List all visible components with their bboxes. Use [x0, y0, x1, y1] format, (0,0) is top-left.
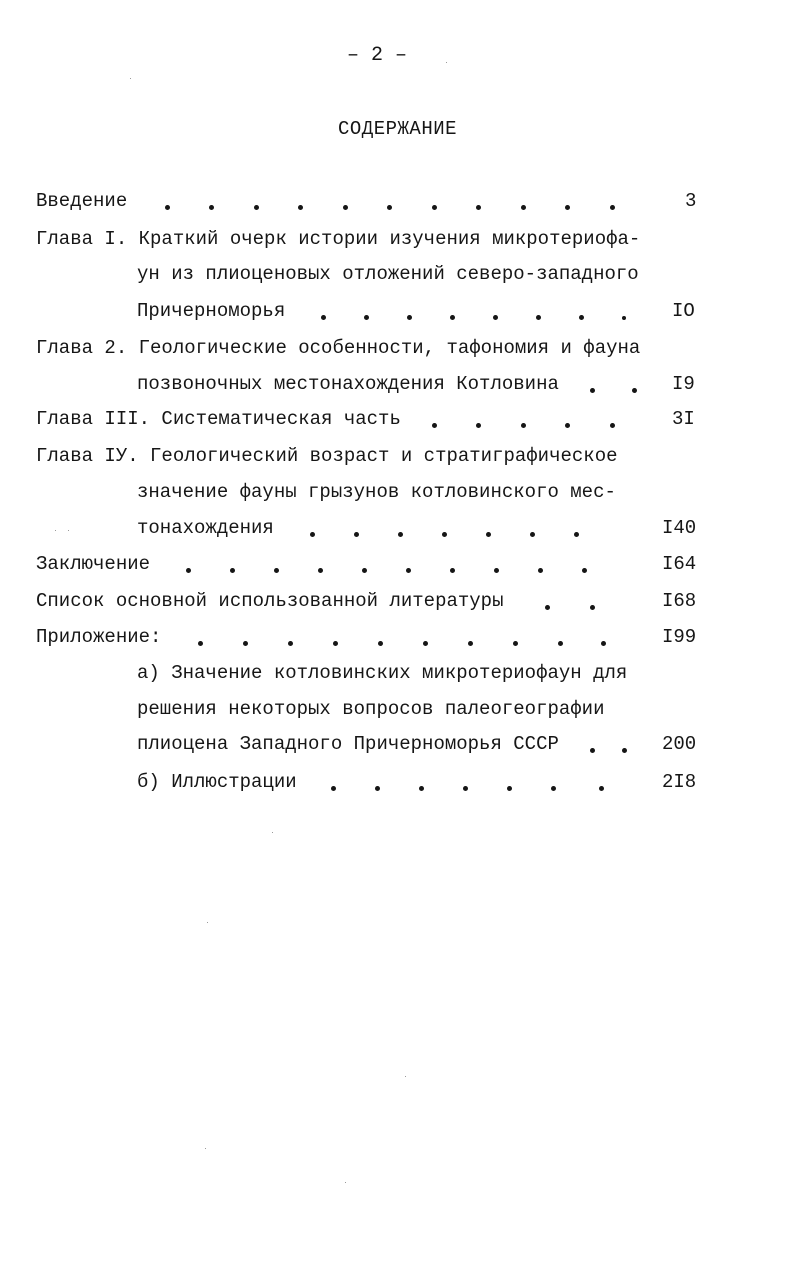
toc-page-number: IO: [672, 300, 695, 322]
toc-page-number: 3I: [672, 408, 695, 430]
toc-page-number: 200: [662, 733, 697, 755]
page-number: – 2 –: [347, 44, 408, 67]
toc-entry-title-continued: позвоночных местонахождения Котловина: [137, 373, 559, 395]
page-title: СОДЕРЖАНИЕ: [338, 118, 458, 140]
toc-entry-title: а) Значение котловинских микротериофаун для: [137, 662, 628, 684]
toc-entry-title-continued: решения некоторых вопросов палеогеографии: [137, 698, 605, 720]
toc-entry-title: Заключение: [36, 553, 151, 575]
toc-entry-title: б) Иллюстрации: [137, 771, 297, 793]
toc-entry-title: Глава IУ. Геологический возраст и стратиграфическое: [36, 445, 618, 467]
toc-page-number: I64: [662, 553, 697, 575]
toc-entry-title: Введение: [36, 190, 128, 212]
toc-entry-title: Приложение:: [36, 626, 162, 648]
toc-entry-title-continued: Причерноморья: [137, 300, 286, 322]
toc-page-number: 3: [685, 190, 697, 212]
toc-entry-title-continued: плиоцена Западного Причерноморья СССР: [137, 733, 559, 755]
toc-entry-title: Глава I. Краткий очерк истории изучения микротериофа-: [36, 228, 641, 250]
toc-entry-title-continued: тонахождения: [137, 517, 274, 539]
toc-entry-title: Список основной использованной литературы: [36, 590, 504, 612]
toc-page-number: I99: [662, 626, 697, 648]
toc-entry-title-continued: ун из плиоценовых отложений северо-западного: [137, 263, 639, 285]
toc-entry-title: Глава 2. Геологические особенности, тафономия и фауна: [36, 337, 641, 359]
toc-page-number: I40: [662, 517, 697, 539]
toc-entry-title-continued: значение фауны грызунов котловинского мес-: [137, 481, 616, 503]
toc-page-number: I68: [662, 590, 697, 612]
toc-page-number: 2I8: [662, 771, 697, 793]
toc-entry-title: Глава III. Систематическая часть: [36, 408, 401, 430]
toc-page-number: I9: [672, 373, 695, 395]
